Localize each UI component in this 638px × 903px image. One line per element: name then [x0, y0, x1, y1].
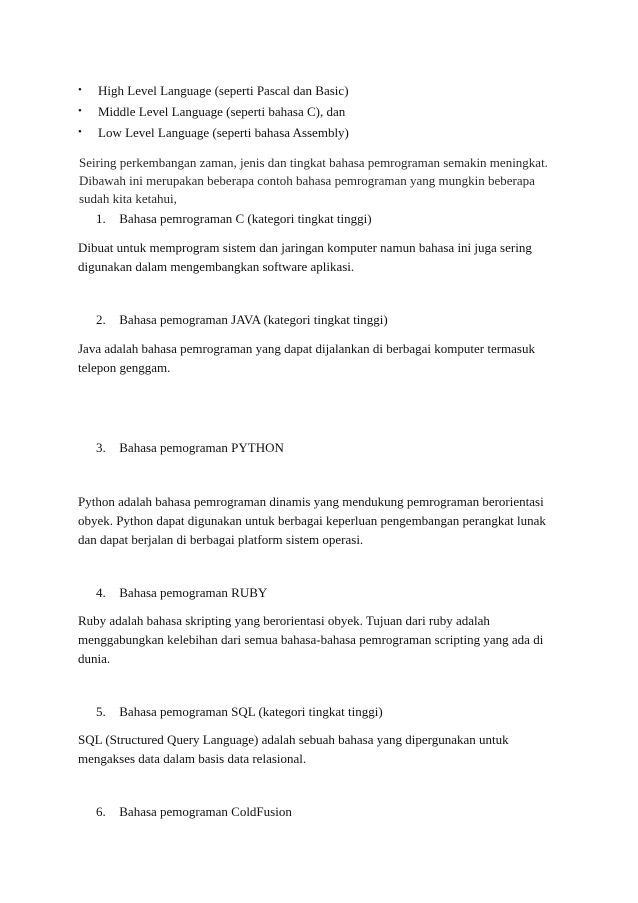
- section-heading-4: [96, 584, 267, 602]
- paragraph-line: sudah kita ketahui,: [79, 191, 177, 206]
- section-paragraph-4: [78, 611, 562, 668]
- paragraph-line: dan dapat berjalan di berbagai platform sistem operasi.: [78, 532, 364, 547]
- list-item-text: Middle Level Language (seperti bahasa C), dan: [98, 104, 346, 119]
- paragraph-line: Dibuat untuk memprogram sistem dan jaringan komputer namun bahasa ini juga sering: [78, 240, 532, 255]
- section-heading-5: [96, 703, 383, 721]
- section-title: Bahasa pemrograman C (kategori tingkat tinggi): [119, 211, 372, 226]
- section-heading-3: [96, 439, 284, 457]
- section-title: Bahasa pemograman PYTHON: [119, 440, 284, 455]
- paragraph-line: Dibawah ini merupakan beberapa contoh bahasa pemrograman yang mungkin beberapa: [79, 173, 535, 188]
- paragraph-line: telepon genggam.: [78, 360, 171, 375]
- bullet-icon: •: [78, 105, 82, 117]
- list-item: [76, 101, 349, 122]
- section-heading-6: [96, 803, 292, 821]
- list-item-text: High Level Language (seperti Pascal dan Basic): [98, 83, 349, 98]
- paragraph-line: Ruby adalah bahasa skripting yang berorientasi obyek. Tujuan dari ruby adalah: [78, 613, 490, 628]
- list-item-text: Low Level Language (seperti bahasa Assembly): [98, 125, 349, 140]
- paragraph-line: Java adalah bahasa pemrograman yang dapat dijalankan di berbagai komputer termasuk: [78, 341, 535, 356]
- bullet-icon: •: [78, 126, 82, 138]
- paragraph-line: obyek. Python dapat digunakan untuk berbagai keperluan pengembangan perangkat lunak: [78, 513, 546, 528]
- section-paragraph-1: [78, 238, 562, 276]
- paragraph-line: Python adalah bahasa pemrograman dinamis yang mendukung pemrograman berorientasi: [78, 494, 544, 509]
- section-paragraph-2: [78, 339, 562, 377]
- section-number: 3.: [96, 440, 106, 455]
- section-title: Bahasa pemograman SQL (kategori tingkat tinggi): [119, 704, 383, 719]
- section-title: Bahasa pemograman ColdFusion: [119, 804, 292, 819]
- list-item: [76, 122, 349, 143]
- list-item: [76, 80, 349, 101]
- section-number: 1.: [96, 211, 106, 226]
- paragraph-line: dunia.: [78, 651, 111, 666]
- section-paragraph-5: [78, 730, 562, 768]
- intro-paragraph: [79, 154, 559, 208]
- section-number: 6.: [96, 804, 106, 819]
- paragraph-line: mengakses data dalam basis data relasional.: [78, 751, 307, 766]
- language-level-list: [76, 80, 349, 143]
- section-heading-2: [96, 311, 388, 329]
- paragraph-line: Seiring perkembangan zaman, jenis dan tingkat bahasa pemrograman semakin meningkat.: [79, 155, 548, 170]
- section-title: Bahasa pemograman JAVA (kategori tingkat tinggi): [119, 312, 388, 327]
- section-heading-1: [96, 210, 372, 228]
- bullet-icon: •: [78, 84, 82, 96]
- section-number: 2.: [96, 312, 106, 327]
- section-number: 4.: [96, 585, 106, 600]
- paragraph-line: SQL (Structured Query Language) adalah sebuah bahasa yang dipergunakan untuk: [78, 732, 509, 747]
- section-paragraph-3: [78, 492, 562, 549]
- section-number: 5.: [96, 704, 106, 719]
- paragraph-line: digunakan dalam mengembangkan software aplikasi.: [78, 259, 355, 274]
- paragraph-line: menggabungkan kelebihan dari semua bahasa-bahasa pemrograman scripting yang ada di: [78, 632, 544, 647]
- section-title: Bahasa pemograman RUBY: [119, 585, 268, 600]
